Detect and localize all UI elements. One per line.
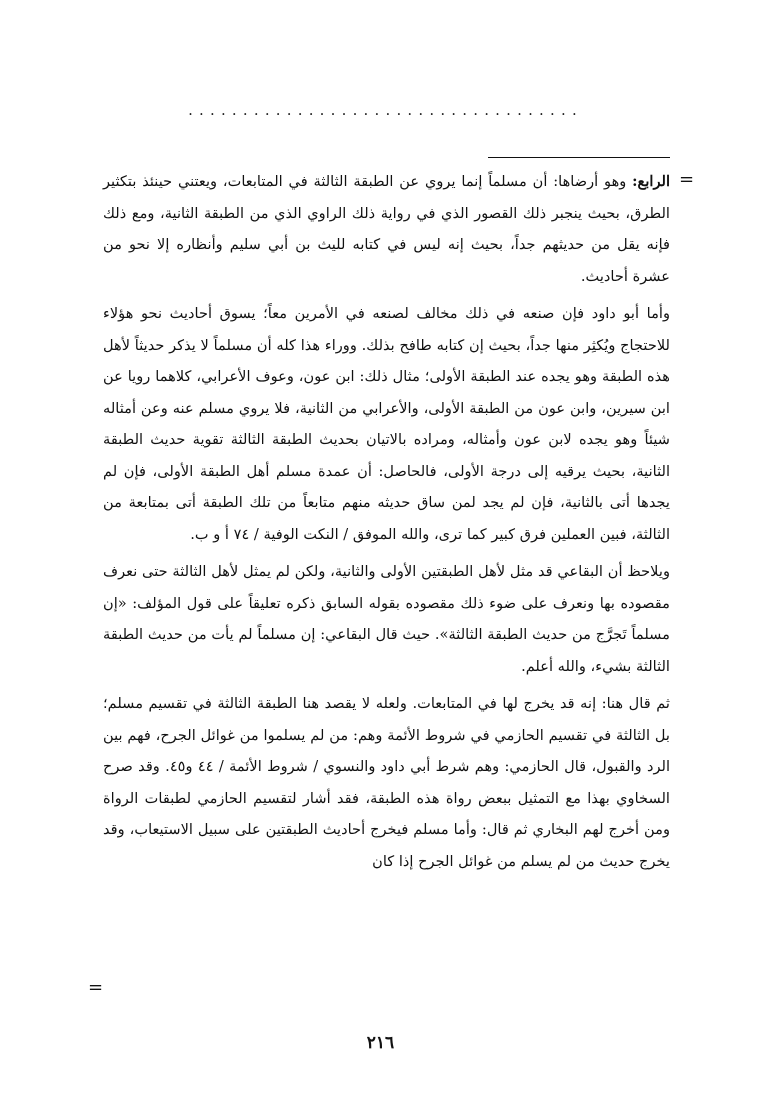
footnote-paragraph: [103, 298, 670, 550]
footnote-rule: [488, 157, 670, 158]
page-number: ٢١٦: [366, 1033, 395, 1053]
footnote-paragraph: [103, 556, 670, 682]
footnote-paragraph: [103, 166, 670, 292]
separator-dots: ....................................: [188, 101, 583, 119]
footnote-paragraph: [103, 688, 670, 877]
footnote-body: [103, 166, 670, 883]
footnote-continuation-mark-bottom: =: [88, 977, 104, 998]
paragraph-text: ويلاحظ أن البقاعي قد مثل لأهل الطبقتين الأولى والثانية، ولكن لم يمثل لأهل الثالثة حتى نعرف مقصوده بها ونعرف على ضوء ذلك مقصوده بقوله السابق ذكره تعليقاً على قول المؤلف: «إن مسلماً تَجرَّج من حديث الطبقة الثالثة». حيث قال البقاعي: إن مسلماً لم يأت من حديث الطبقة الثالثة بشيء، والله أعلم.: [103, 563, 670, 675]
paragraph-text: وهو أرضاها: أن مسلماً إنما يروي عن الطبقة الثالثة في المتابعات، ويعتني حينئذ بتكثير الطرق، بحيث ينجبر ذلك القصور الذي في رواية ذلك الراوي الذي من الطبقة الثانية، ومع ذلك فإنه يقل من حديثهم جداً، بحيث إنه ليس في كتابه لليث بن أبي سليم وأنظاره إلا نحو من عشرة أحاديث.: [103, 173, 670, 285]
paragraph-text: وأما أبو داود فإن صنعه في ذلك مخالف لصنعه في الأمرين معاً؛ يسوق أحاديث نحو هؤلاء للاحتجاج ويُكثِر منها جداً، بحيث إن كتابه طافح بذلك. ووراء هذا كله أن مسلماً لا يذكر حديثاً لأهل هذه الطبقة وهو يجده عند الطبقة الأولى؛ مثال ذلك: ابن عون، وعوف الأعرابي، كلاهما رويا عن ابن سيرين، وابن عون من الطبقة الأولى، والأعرابي من الثانية، فلا يروي مسلم عنه وعن أمثاله شيئاً وهو يجده لابن عون وأمثاله، ومراده بالاتيان بحديث الطبقة الثالثة تقوية حديث الطبقة الثانية، بحيث يرقيه إلى درجة الأولى، فالحاصل: أن عمدة مسلم أهل الطبقة الأولى، فإن لم يجدها أتى بالثانية، فإن لم يجد لمن ساق حديثه منهم متابعاً من تلك الطبقة أتى بمتابعة من الثالثة، فبين العملين فرق كبير كما ترى، والله الموفق / النكت الوفية / ٧٤ أ و ب.: [103, 305, 670, 543]
footnote-continuation-mark-top: =: [679, 169, 695, 190]
paragraph-lead: الرابع:: [632, 173, 670, 190]
paragraph-text: ثم قال هنا: إنه قد يخرج لها في المتابعات. ولعله لا يقصد هنا الطبقة الثالثة في تقسيم مسلم؛ بل الثالثة في تقسيم الحازمي في شروط الأئمة وهم: من لم يسلموا من غوائل الجرح، فهم بين الرد والقبول، قال الحازمي: وهم شرط أبي داود والنسوي / شروط الأئمة / ٤٤ و٤٥. وقد صرح السخاوي بهذا مع التمثيل ببعض رواة هذه الطبقة، فقد أشار لتقسيم الحازمي لطبقات الرواة ومن أخرج لهم البخاري ثم قال: وأما مسلم فيخرج أحاديث الطبقتين على سبيل الاستيعاب، وقد يخرج حديث من لم يسلم من غوائل الجرح إذا كان: [103, 695, 671, 870]
